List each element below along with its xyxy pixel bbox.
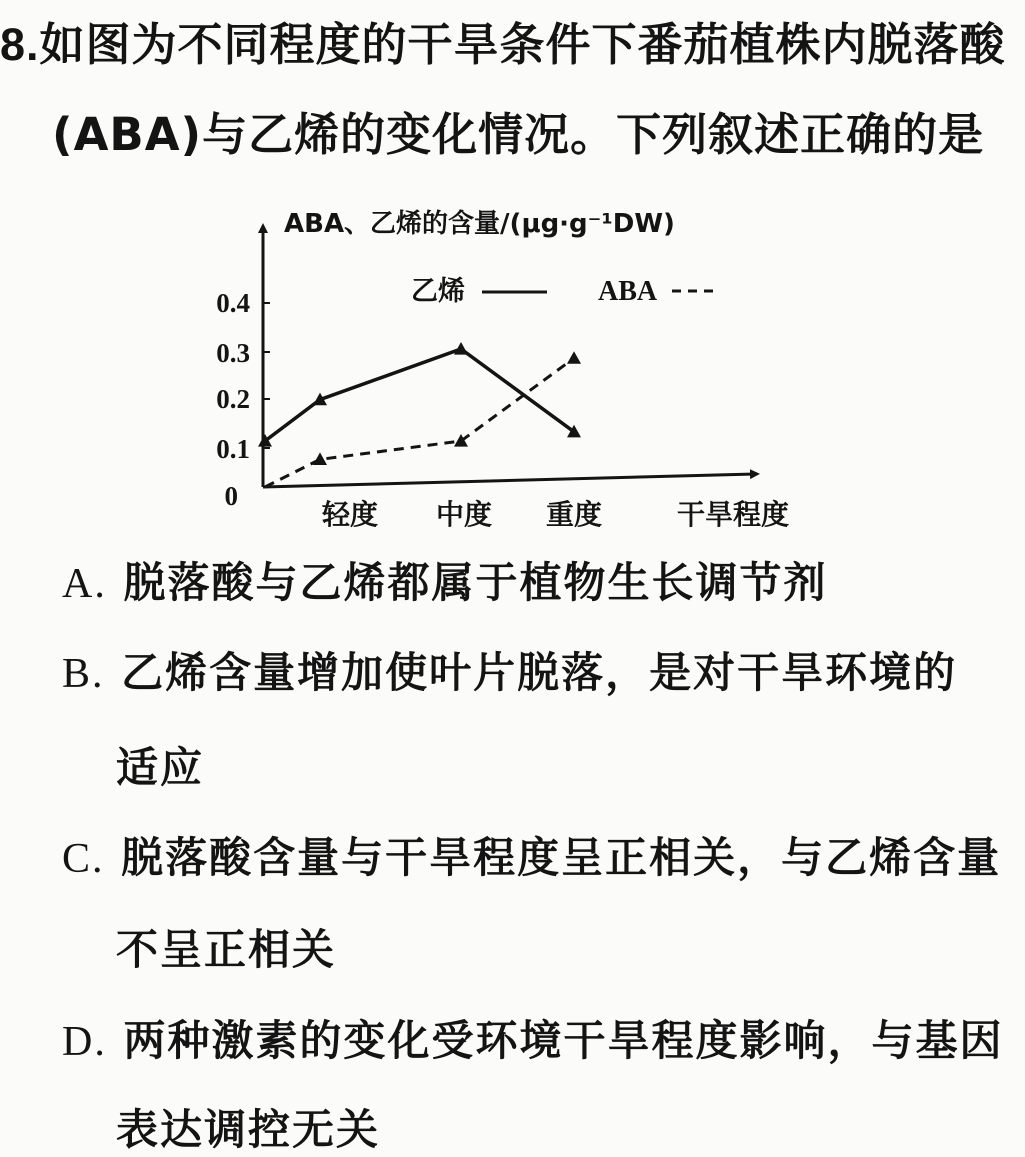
option-text: 不呈正相关 (116, 925, 337, 974)
option-b-continued (116, 735, 204, 795)
option-text: 适应 (116, 743, 205, 792)
question-stem-text-2: (ABA)与乙烯的变化情况。下列叙述正确的是 (52, 108, 985, 161)
option-letter: D. (62, 1019, 107, 1065)
data-point-marker-aba (313, 452, 327, 465)
option-c-continued (116, 917, 336, 977)
origin-label: 0 (224, 481, 238, 511)
y-axis-label: ABA、乙烯的含量/(μg·g⁻¹DW) (284, 209, 675, 239)
x-tick-label: 轻度 (321, 498, 379, 531)
x-axis-label: 干旱程度 (676, 498, 790, 531)
option-a[interactable] (62, 550, 827, 610)
series-line-ethylene (265, 349, 574, 441)
x-tick-label: 中度 (435, 498, 493, 531)
data-point-marker-aba (567, 351, 581, 364)
question-number: 8. (0, 19, 40, 70)
option-text: 乙烯含量增加使叶片脱落，是对干旱环境的 (121, 648, 958, 697)
option-letter: C. (62, 836, 105, 882)
legend-label-ethylene: 乙烯 (411, 276, 465, 307)
series-line-aba (265, 358, 574, 487)
legend-label-aba: ABA (598, 276, 658, 307)
x-axis (263, 474, 755, 487)
option-text: 脱落酸与乙烯都属于植物生长调节剂 (123, 558, 828, 607)
option-text: 表达调控无关 (116, 1105, 381, 1154)
question-stem-text-1: 如图为不同程度的干旱条件下番茄植株内脱落酸 (39, 18, 1006, 71)
data-point-marker-ethylene (454, 342, 468, 355)
x-tick-label: 重度 (545, 498, 603, 531)
option-b[interactable] (62, 640, 957, 700)
y-tick-label: 0.4 (216, 288, 250, 318)
y-tick-label: 0.3 (216, 338, 250, 368)
y-tick-label: 0.1 (216, 434, 250, 464)
option-letter: A. (62, 561, 107, 607)
option-d-continued (116, 1097, 380, 1157)
y-tick-label: 0.2 (216, 384, 250, 414)
option-c[interactable] (62, 825, 1001, 885)
option-d[interactable] (62, 1008, 1003, 1068)
option-letter: B. (62, 651, 105, 697)
option-text: 两种激素的变化受环境干旱程度影响，与基因 (123, 1016, 1004, 1065)
option-text: 脱落酸含量与干旱程度呈正相关，与乙烯含量 (121, 833, 1002, 882)
